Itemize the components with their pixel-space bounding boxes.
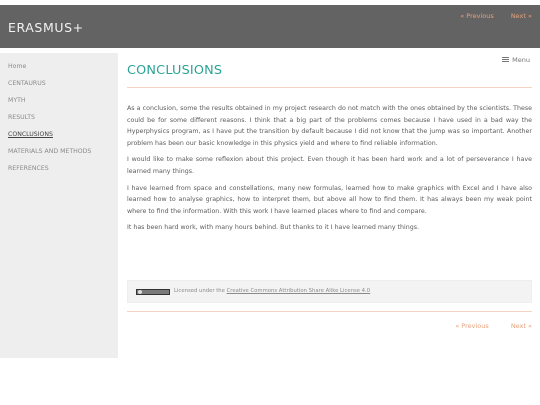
article-body [127,103,532,239]
menu-label: Menu [512,56,530,64]
footer-pagination [435,322,532,330]
page-title: CONCLUSIONS [127,63,223,78]
menu-button[interactable] [502,56,530,64]
paragraph: I would like to make some reflexion about this project. Even though it has been hard work and a lot of perseverance I have learned many things. [127,156,532,175]
license-prefix: Licensed under the [174,288,227,294]
footer-previous-link[interactable]: « Previous [455,322,489,330]
hamburger-icon [502,57,509,62]
site-header [0,5,540,48]
sidebar-item-myth[interactable]: MYTH [8,97,26,104]
paragraph: I have learned from space and constellations, many new formulas, learned how to make graphics with Excel and I have also learned how to analyse graphics, how to interpret them, but above all how to find them. It has always been my weak point where to find the information. With this work I have learned places where to find and compare. [127,184,532,215]
sidebar-item-centaurus[interactable]: CENTAURUS [8,80,46,87]
site-title[interactable]: ERASMUS+ [8,20,84,35]
sidebar-item-conclusions[interactable]: CONCLUSIONS [8,131,53,138]
sidebar-item-materials-and-methods[interactable]: MATERIALS AND METHODS [8,148,92,155]
title-divider [127,87,532,88]
header-pagination [445,12,532,20]
sidebar-nav [0,53,118,181]
paragraph: As a conclusion, some the results obtained in my project research do not match with the ones obtained by the scientists. These could be for some different reasons. I think that a big part of the problems comes because I have used in a bad way the Hyperphysics program, as I have put the transition by default because I did not know that the jump was so important. Another problem has been our basic knowledge in this physics yield and where to find reliable information. [127,105,532,147]
cc-by-sa-badge-icon[interactable] [136,289,170,295]
sidebar [0,53,118,358]
license-text [174,288,370,294]
header-next-link[interactable]: Next » [510,12,532,20]
paragraph: It has been hard work, with many hours behind. But thanks to it I have learned many things. [127,224,420,232]
license-link[interactable]: Creative Commons Attribution Share Alike License 4.0 [226,288,371,294]
footer-next-link[interactable]: Next » [510,322,532,330]
sidebar-item-home[interactable]: Home [8,63,27,70]
sidebar-item-references[interactable]: REFERENCES [8,165,49,172]
license-box [127,280,532,303]
sidebar-item-results[interactable]: RESULTS [8,114,35,121]
header-previous-link[interactable]: « Previous [460,12,494,20]
footer-divider [127,311,532,312]
